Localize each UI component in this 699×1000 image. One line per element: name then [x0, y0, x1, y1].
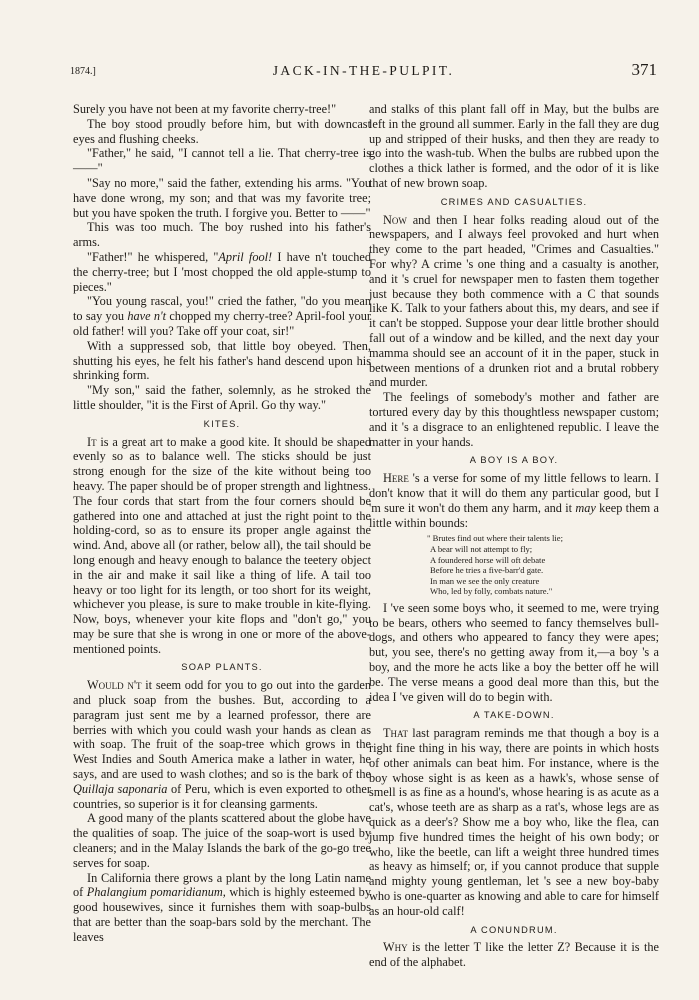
emphasis: have n't [127, 309, 167, 324]
emphasis: Quillaja saponaria [73, 781, 168, 796]
left-column [73, 102, 371, 945]
take-down-paragraph: That last paragram reminds me that though a boy is a right fine thing in his way, there are points in which hosts of other animals can beat him. For instance, where is the boy whose sight is as keen as a hawk's, whose sense of smell is as fine as a hound's, whose hearing is as acute as a cat's, whose teeth are as sharp as a rat's, whose legs are as quick as a deer's? Show me a boy who, like the flea, can jump five hundred times the height of his own body; or who, like the beetle, can lift a weight three hundred times as heavy as himself; or, if you cannot produce that supple and mighty young gentleman, let 's see a new boy-baby who is one-quarter as knowing and able to care for himself as an hour-old calf! [369, 726, 659, 918]
story-paragraph: This was too much. The boy rushed into his father's arms. [73, 220, 371, 250]
section-heading-conundrum: A CONUNDRUM. [470, 924, 558, 935]
header-title: JACK-IN-THE-PULPIT. [272, 63, 455, 78]
boy-paragraph: I 've seen some boys who, it seemed to me, were trying to be bears, others who seemed to fancy themselves bull-dogs, and others who appeared to fancy they were apes; but, you see, there's no getting away from it,—a boy 's a boy, and the more he acts like a boy the better off he will be. The verse means a good deal more than this, but the idea I 've given will do to begin with. [369, 600, 659, 704]
story-paragraph: The boy stood proudly before him, but with downcast eyes and flushing cheeks. [73, 116, 371, 146]
emphasis: April fool! [218, 249, 273, 264]
section-heading-kites: KITES. [203, 418, 241, 429]
lead-word: That [383, 726, 409, 741]
soap-paragraph: A good many of the plants scattered about the globe have the qualities of soap. The juice of the soap-wort is used by cleaners; and in the Malay Islands the bark of the go-go tree serves for soap. [73, 811, 371, 870]
story-paragraph: "Father," he said, "I cannot tell a lie. That cherry-tree is ——" [73, 146, 371, 176]
story-paragraph: With a suppressed sob, that little boy obeyed. Then, shutting his eyes, he felt his father's hand descend upon his shrinking form. [73, 338, 371, 383]
emphasis: may [575, 500, 596, 515]
lead-word: Would n't [87, 678, 142, 693]
lead-word: Now [383, 212, 407, 227]
soap-paragraph-continued: and stalks of this plant fall off in May, but the bulbs are left in the ground all summer. Early in the fall they are dug up and stripped of their husks, and then they are ready to go into the wash-tub. When the bulbs are rubbed upon the clothes a thick lather is formed, and the odor of it is like that of new brown soap. [369, 102, 659, 190]
lead-word: Why [383, 940, 408, 955]
kites-paragraph: It is a great art to make a good kite. It should be shaped evenly so as to balance well. The sticks should be just strong enough for the size of the kite without being too heavy. The paper should be of proper strength and lightness. The four cords that start from the four corners should be gathered into one and attached at just the right point to the holding-cord, so as to ensure its proper angle against the wind. And, above all (or rather, below all), the tail should be long enough and heavy enough to balance the teetery object in the air and make it sail like a thing of life. A tail too heavy or too light for its length, or too short for its weight, whichever you please, is sure to make trouble in kite-flying. Now, boys, whenever your kite flops and "don't go," you may be sure that she is wrong in one or more of the above-mentioned points. [73, 434, 371, 656]
lead-word: Here [383, 471, 409, 486]
poem-line: Before he tries a five-barr'd gate. [430, 565, 544, 576]
poem-line: Who, led by folly, combats nature." [430, 586, 553, 597]
poem-block [427, 533, 659, 597]
boy-paragraph: Here 's a verse for some of my little fellows to learn. I don't know that it will do them any particular good, but I 'm sure it won't do them any harm, and it may keep them a little within bounds: [369, 471, 659, 530]
story-paragraph: "Father!" he whispered, "April fool! I have n't touched the cherry-tree; but I 'most chopped the old apple-stump to pieces." [73, 249, 371, 294]
crimes-paragraph: Now and then I hear folks reading aloud out of the newspapers, and I always feel provoked and hurt when they come to the part headed, "Crimes and Casualties." For why? A crime 's one thing and a casualty is another, and it 's cruel for newspaper men to fasten them together just because they both commence with a C that sounds like K. Talk to your fathers about this, my dears, and see if it can't be stopped. Suppose your dear little brother should fall out of a window and be killed, and the next day your mamma should see an account of it in the paper, stuck in between mentions of a drunken riot and a brutal robbery and murder. [369, 212, 659, 390]
right-column [369, 102, 659, 970]
crimes-paragraph: The feelings of somebody's mother and father are tortured every day by this thoughtless newspaper custom; and it 's a disgrace to an enlightened republic. I leave the matter in your hands. [369, 390, 659, 449]
poem-line: A bear will not attempt to fly; [430, 543, 533, 554]
story-paragraph: "Say no more," said the father, extending his arms. "You have done wrong, my son; and that was my favorite tree; but you have spoken the truth. I forgive you. Better to ——" [73, 175, 371, 220]
soap-paragraph: In California there grows a plant by the long Latin name of Phalangium pomaridianum, which is highly esteemed by good housewives, since it furnishes them with soap-bulbs that are better than the soap-bars sold by the merchant. The leaves [73, 870, 371, 944]
poem-line: A foundered horse will oft debate [430, 554, 546, 565]
page-number: 371 [631, 60, 657, 79]
section-heading-crimes: CRIMES AND CASUALTIES. [440, 196, 588, 207]
emphasis: Phalangium pomaridianum, [86, 885, 226, 900]
header-year: 1874.] [70, 66, 96, 77]
running-header [70, 60, 657, 82]
poem-line: " Brutes find out where their talents lie; [427, 533, 563, 544]
conundrum-paragraph: Why is the letter T like the letter Z? Because it is the end of the alphabet. [369, 940, 659, 970]
section-heading-boy: A BOY IS A BOY. [469, 455, 559, 466]
soap-paragraph: Would n't it seem odd for you to go out into the garden and pluck soap from the bushes. But, according to a paragram just sent me by a learned professor, there are berries with which you could wash your hands as clean as with soap. The fruit of the soap-tree which grows in the West Indies and South America make a lather in water, he says, and are used to wash clothes; and so is the bark of the Quillaja saponaria of Peru, which is even exported to other countries, so superior is it for cleansing garments. [73, 678, 371, 811]
section-heading-take-down: A TAKE-DOWN. [473, 710, 555, 721]
lead-word: It [87, 434, 97, 449]
story-paragraph: "You young rascal, you!" cried the father, "do you mean to say you have n't chopped my cherry-tree? April-fool your old father! will you? Take off your coat, sir!" [73, 294, 372, 338]
poem-line: In man we see the only creature [430, 575, 540, 586]
story-paragraph: Surely you have not been at my favorite cherry-tree!" [73, 102, 337, 116]
section-heading-soap-plants: SOAP PLANTS. [181, 662, 263, 673]
story-paragraph: "My son," said the father, solemnly, as he stroked the little shoulder, "it is the First of April. Go thy way." [73, 383, 371, 412]
